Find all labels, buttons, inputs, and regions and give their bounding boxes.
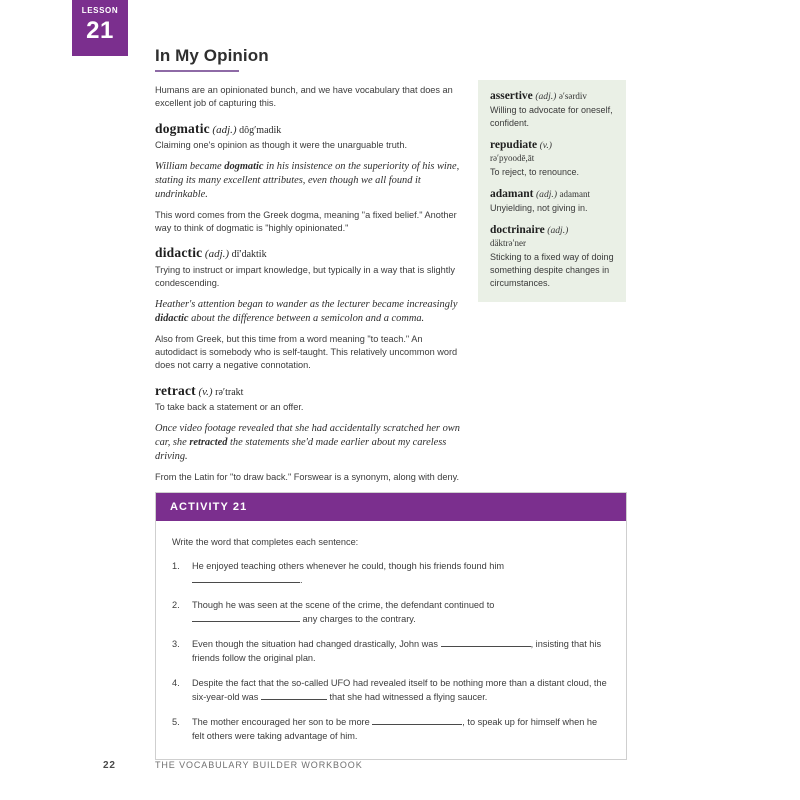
- vocab-entry: [155, 122, 465, 236]
- sidebox-pronunciation: adamant: [559, 189, 591, 199]
- vocab-example-post: the statements she'd made earlier about my careless driving.: [155, 436, 447, 462]
- page-number: 22: [103, 760, 116, 771]
- sidebox-headline: [490, 188, 614, 201]
- sidebox-headline: [490, 139, 614, 152]
- question-part1: Even though the situation had changed drastically, John was: [192, 639, 439, 649]
- vocab-entry: [155, 384, 465, 484]
- sidebox-definition: To reject, to renounce.: [490, 167, 580, 177]
- vocab-word: didactic: [155, 245, 203, 261]
- list-item: [172, 598, 610, 626]
- vocab-example: [155, 298, 465, 326]
- question-part2: , to speak up for himself when he felt others were taking advantage of him.: [192, 717, 598, 741]
- vocab-pos: (adj.): [204, 248, 230, 261]
- activity-question-list: [172, 559, 610, 743]
- lesson-tab: [72, 0, 128, 56]
- vocab-pos: (adj.): [212, 123, 237, 136]
- activity-header: ACTIVITY 21: [156, 493, 626, 521]
- sidebox-headline: [490, 90, 614, 103]
- sidebox-pronunciation: däktrə′ner: [490, 238, 526, 248]
- question-number: 2.: [172, 600, 180, 610]
- vocab-entry: [155, 246, 465, 372]
- question-number: 5.: [172, 717, 180, 727]
- vocab-example-bold: retracted: [189, 436, 228, 448]
- vocab-pronunciation: dī′daktik: [231, 249, 267, 261]
- lesson-tab-number: 21: [86, 17, 114, 44]
- sidebox-definition: Unyielding, not giving in.: [490, 203, 588, 213]
- book-title: THE VOCABULARY BUILDER WORKBOOK: [155, 760, 363, 770]
- question-text: [192, 598, 610, 626]
- sidebox-definition: Sticking to a fixed way of doing something despite changes in circumstances.: [490, 252, 614, 288]
- sidebox-pronunciation: ə′sərdiv: [558, 91, 587, 101]
- answer-blank[interactable]: [192, 573, 300, 583]
- question-text: [192, 637, 610, 665]
- question-number: 3.: [172, 639, 180, 649]
- vocab-example-post: about the difference between a semicolon and a comma.: [188, 312, 425, 324]
- sidebox-definition: Willing to advocate for oneself, confident.: [490, 105, 613, 128]
- vocab-pronunciation: rə′trakt: [215, 386, 244, 398]
- sidebox-pronunciation: rə′pyoodē,āt: [490, 153, 535, 163]
- vocab-example-pre: Once video footage revealed that she had accidentally scratched her own car, she: [155, 422, 460, 448]
- sidebox-pos: (adj.): [547, 225, 569, 236]
- vocab-pos: (v.): [198, 385, 213, 398]
- question-text: [192, 559, 610, 587]
- sidebox-word: repudiate: [490, 139, 538, 151]
- question-part1: The mother encouraged her son to be more: [192, 717, 370, 727]
- vocab-example: [155, 160, 465, 202]
- sidebox-word: adamant: [490, 188, 534, 200]
- question-part1: Though he was seen at the scene of the crime, the defendant continued to: [192, 600, 495, 610]
- list-item: [172, 559, 610, 587]
- vocab-headline: [155, 384, 465, 399]
- question-part2: , insisting that his friends follow the original plan.: [192, 639, 602, 663]
- sidebox-headline: [490, 224, 614, 237]
- vocab-note: From the Latin for "to draw back." Forswear is a synonym, along with deny.: [155, 471, 460, 482]
- vocab-word: dogmatic: [155, 120, 210, 136]
- page-title: In My Opinion: [155, 46, 269, 65]
- list-item: [172, 676, 610, 704]
- answer-blank[interactable]: [372, 715, 462, 725]
- lesson-body: [155, 84, 465, 488]
- vocab-example-post: in his insistence on the superiority of his wine, stating its many excellent attributes, even though we all found it undrinkable.: [155, 160, 460, 200]
- activity-body: [156, 521, 626, 759]
- vocab-definition: Trying to instruct or impart knowledge, but typically in a way that is slightly condescending.: [155, 264, 455, 289]
- sidebox-pos: (adj.): [535, 91, 557, 102]
- vocab-pronunciation: dôg′madik: [239, 124, 282, 136]
- sidebox-pos: (adj.): [535, 189, 558, 200]
- question-number: 1.: [172, 561, 180, 571]
- vocab-example-bold: dogmatic: [224, 160, 264, 172]
- title-underline: [155, 70, 239, 72]
- vocab-note: Also from Greek, but this time from a word meaning "to teach." An autodidact is somebody who is self-taught. This relatively uncommon word does not carry a negative connotation.: [155, 333, 458, 371]
- question-text: [192, 676, 610, 704]
- vocab-definition: Claiming one's opinion as though it were the unarguable truth.: [155, 140, 408, 151]
- vocab-headline: [155, 122, 465, 137]
- vocab-headline: [155, 246, 465, 261]
- lesson-intro: Humans are an opinionated bunch, and we have vocabulary that does an excellent job of capturing this.: [155, 85, 453, 109]
- question-part2: .: [300, 575, 303, 585]
- activity-panel: [155, 492, 627, 760]
- answer-blank[interactable]: [192, 612, 300, 622]
- lesson-tab-label: LESSON: [81, 6, 119, 15]
- question-part2: that she had witnessed a flying saucer.: [326, 692, 488, 702]
- page-footer: [103, 760, 663, 771]
- vocab-definition: To take back a statement or an offer.: [155, 402, 304, 413]
- vocab-example: [155, 422, 465, 464]
- sidebox-entry: [490, 224, 614, 290]
- sidebox-entry: [490, 90, 614, 130]
- sidebox-word: assertive: [490, 90, 533, 102]
- list-item: [172, 715, 610, 743]
- sidebox-entry: [490, 139, 614, 179]
- related-words-box: [478, 80, 626, 302]
- activity-instructions: Write the word that completes each sentence:: [172, 537, 359, 547]
- vocab-note: This word comes from the Greek dogma, meaning "a fixed belief." Another way to think of dogmatic is "highly opinionated.": [155, 209, 457, 234]
- vocab-example-pre: William became: [155, 160, 225, 172]
- question-part1: He enjoyed teaching others whenever he could, though his friends found him: [192, 561, 505, 571]
- sidebox-pos: (v.): [539, 140, 552, 151]
- answer-blank[interactable]: [261, 690, 327, 700]
- answer-blank[interactable]: [441, 637, 531, 647]
- sidebox-word: doctrinaire: [490, 224, 545, 236]
- question-number: 4.: [172, 678, 180, 688]
- vocab-example-pre: Heather's attention began to wander as the lecturer became increasingly: [155, 298, 458, 310]
- question-part1: Despite the fact that the so-called UFO had revealed itself to be nothing more than a distant cloud, the six-year-old was: [192, 678, 607, 702]
- question-part2: any charges to the contrary.: [300, 614, 416, 624]
- vocab-word: retract: [155, 382, 196, 398]
- list-item: [172, 637, 610, 665]
- sidebox-entry: [490, 188, 614, 215]
- question-text: [192, 715, 610, 743]
- vocab-example-bold: didactic: [155, 312, 189, 324]
